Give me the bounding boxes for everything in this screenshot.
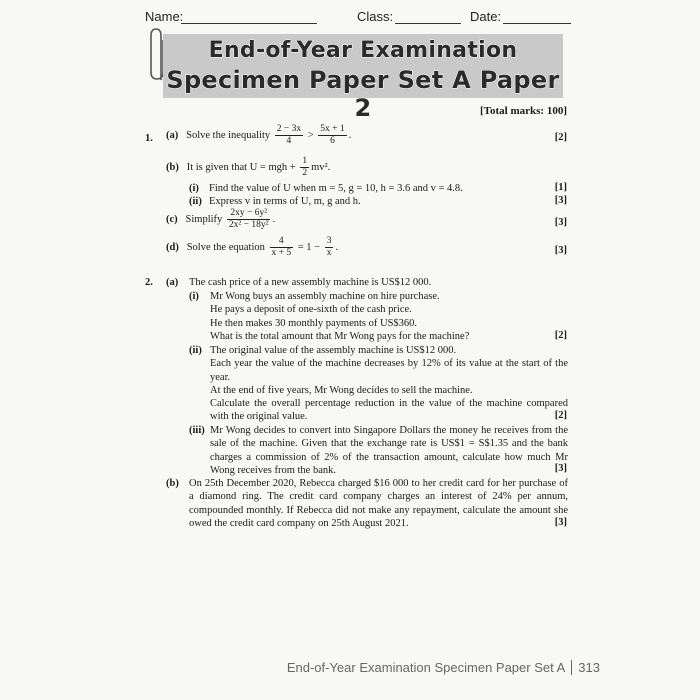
q1d-fraction-2: $\frac{3}{x}$ [326,236,332,258]
date-label: Date: [470,9,502,24]
q1c-fraction: $\frac{\text{2xy − 6y²}}{\text{2x² − 18y²}}$ [228,208,269,230]
total-marks: [Total marks: 100] [480,105,567,117]
q1d: (d) Solve the equation $\frac{4}{x + 5}$ = 1 − $\frac{3}{x}$ . [166,236,339,258]
page-footer [287,660,600,675]
q2b-label: (b) [166,478,179,489]
class-field [395,23,461,24]
q1a: (a) Solve the inequality $\frac{2 - 3x}{4}$ > $\frac{5x + 1}{6}$ . [166,124,352,146]
q1b-i: (i) Find the value of U when m = 5, g = 10, h = 3.6 and v = 4.8. [189,183,463,194]
q2b-text: On 25th December 2020, Rebecca charged $16 000 to her credit card for her purchase of a diamond ring. The credit card company charges an interest of 24% per annum, compounded monthly. If Rebecca did not make any repayment, calculate the amount she owed the credit card company on 25th August 2021. [189,478,568,529]
q2a-i-text: Mr Wong buys an assembly machine on hire purchase. He pays a deposit of one-sixth of the cash price. He then makes 30 monthly payments of US$360. What is the total amount that Mr Wong pays for the machine? [210,291,470,342]
q1b: (b) It is given that U = mgh + $\frac{1}{2}$ mv². [166,156,331,178]
q2a-ii-text: The original value of the assembly machine is US$12 000. Each year the value of the machine decreases by 12% of its value at the start of the year. At the end of five years, Mr Wong decides to sell the machine. Calculate the overall percentage reduction in the value of the machine compared with the original value. [210,345,568,423]
q2a-iii-text: Mr Wong decides to convert into Singapore Dollars the money he receives from the sale of the machine. Given that the exchange rate is US$1 = S$1.35 and the bank charges a commission of 2% of the transaction amount, calculate how much Mr Wong receives from the bank. [210,425,568,476]
q1b-fraction: $\frac{1}{2}$ [302,156,308,178]
worksheet-header [145,6,680,26]
q1b-i-marks: [1] [554,182,567,193]
page-number: 313 [571,660,600,675]
date-field [503,23,571,24]
q2a-ii-marks: [2] [554,410,567,421]
q2a-iii-marks: [3] [554,463,567,474]
q2a-iii-label: (iii) [189,425,205,436]
q2a-ii-label: (ii) [189,345,202,356]
q2b-marks: [3] [554,517,567,528]
q1c: (c) Simplify $\frac{\text{2xy − 6y²}}{\text{2x² − 18y²}}$ . [166,208,276,230]
q1b-ii-marks: [3] [554,195,567,206]
q1b-ii: (ii) Express v in terms of U, m, g and h. [189,196,361,207]
q1-number: 1. [145,133,153,144]
q2a: (a) The cash price of a new assembly machine is US$12 000. [166,277,432,288]
q1d-marks: [3] [554,245,567,256]
q2a-i-marks: [2] [554,330,567,341]
q2a-i-label: (i) [189,291,199,302]
q1c-marks: [3] [554,217,567,228]
q1a-label: (a) [166,129,179,141]
title-line-1: End-of-Year Examination [208,38,518,63]
q1a-fraction-2: $\frac{5x + 1}{6}$ [320,124,345,146]
title-line-2: Specimen Paper Set A Paper 2 [166,66,560,122]
footer-title: End-of-Year Examination Specimen Paper Set A [286,660,566,675]
q1a-text: Solve the inequality [186,129,271,141]
q1a-fraction-1: $\frac{2 - 3x}{4}$ [276,124,302,146]
class-label: Class: [357,9,394,24]
q2-number: 2. [145,277,153,288]
name-label: Name: [145,9,184,24]
name-field [181,23,317,24]
q1d-fraction-1: $\frac{4}{x + 5}$ [271,236,292,258]
q1a-marks: [2] [554,132,567,143]
